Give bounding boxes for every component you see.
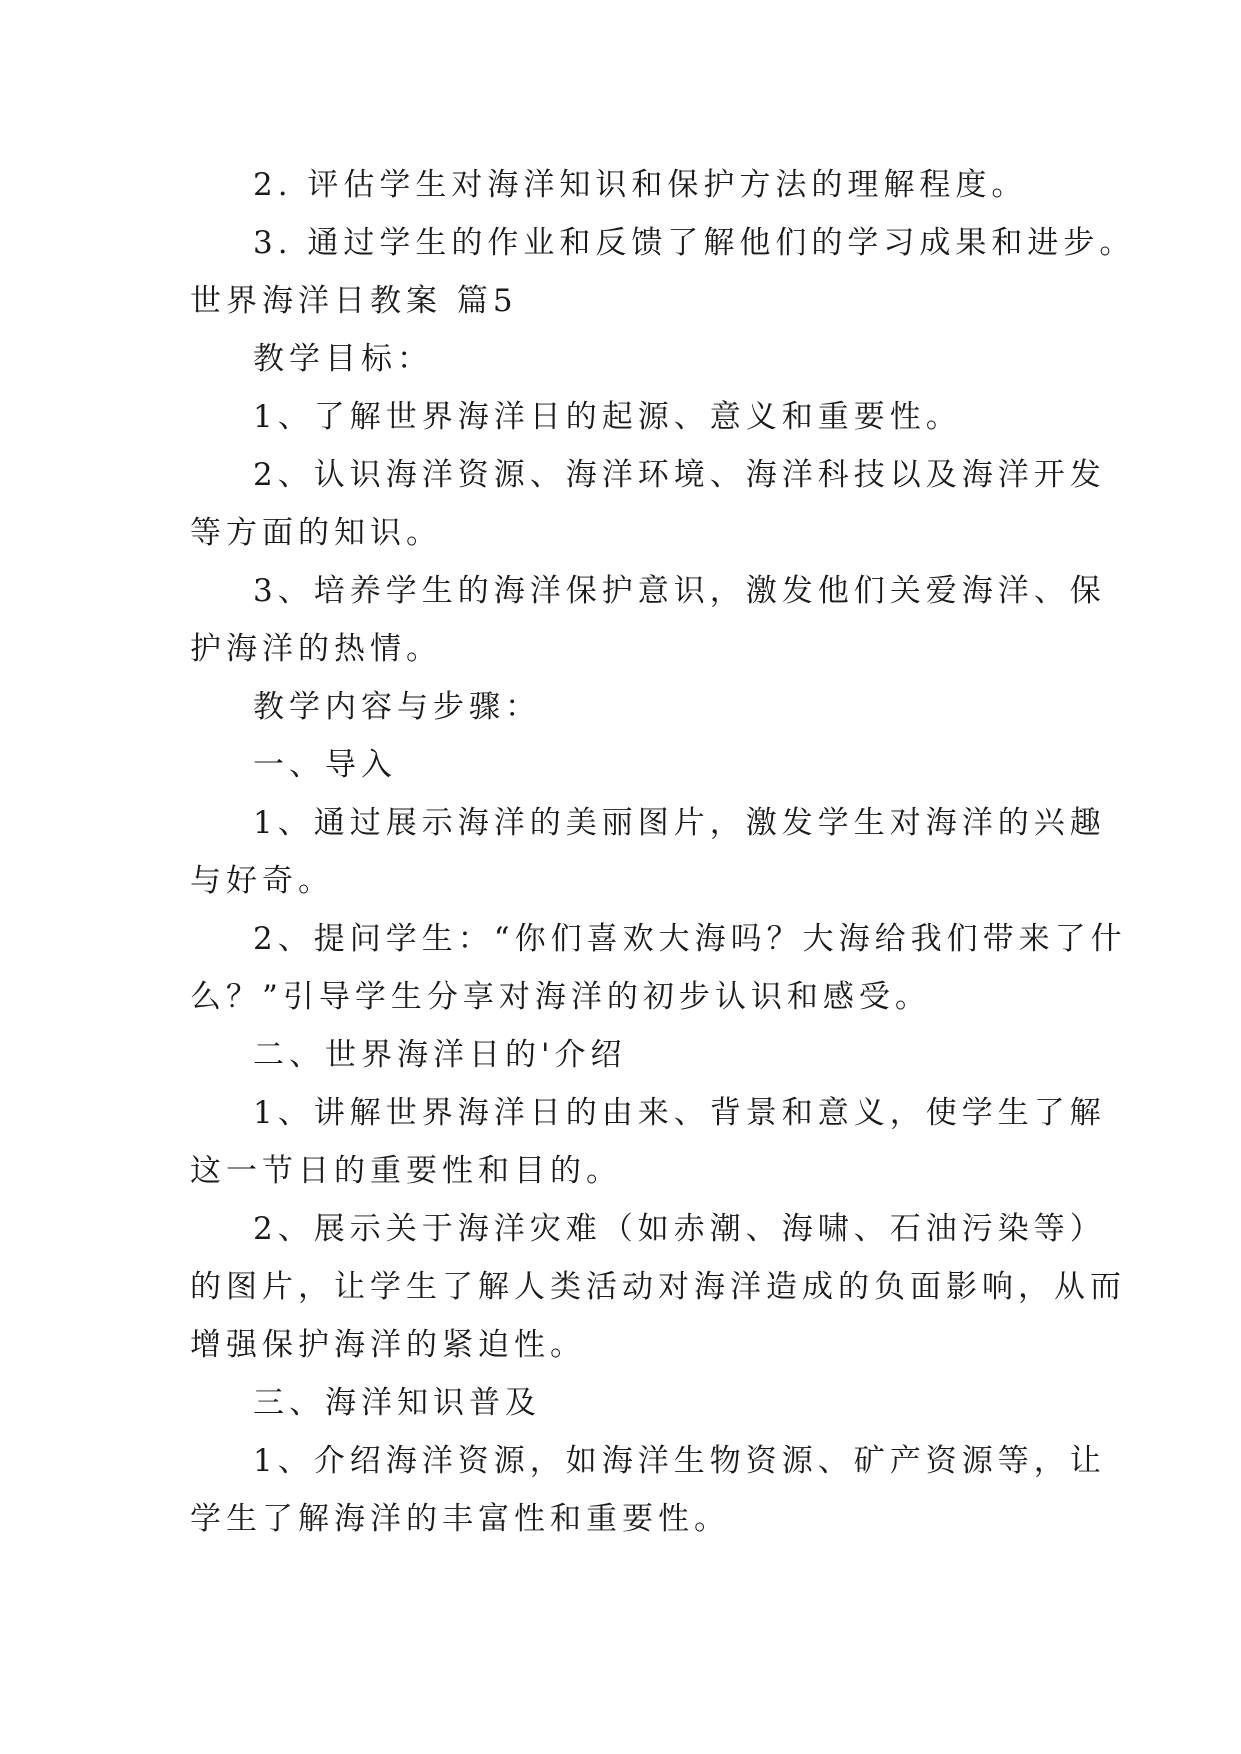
text-line: 2、展示关于海洋灾难（如赤潮、海啸、石油污染等） <box>253 1211 1106 1247</box>
text-line: 这一节日的重要性和目的。 <box>190 1153 622 1189</box>
text-line: 3. 通过学生的作业和反馈了解他们的学习成果和进步。 <box>253 225 1136 261</box>
text-line: 1、了解世界海洋日的起源、意义和重要性。 <box>253 399 962 435</box>
text-line: 一、导入 <box>253 747 397 783</box>
text-line: 二、世界海洋日的'介绍 <box>253 1037 627 1073</box>
text-line: 与好奇。 <box>190 863 334 899</box>
text-line: 教学目标： <box>253 341 433 377</box>
text-line: 2、认识海洋资源、海洋环境、海洋科技以及海洋开发 <box>253 457 1106 493</box>
text-line: 的图片，让学生了解人类活动对海洋造成的负面影响，从而 <box>190 1269 1126 1305</box>
text-line: 3、培养学生的海洋保护意识，激发他们关爱海洋、保 <box>253 573 1106 609</box>
text-line: 1、通过展示海洋的美丽图片，激发学生对海洋的兴趣 <box>253 805 1106 841</box>
text-line: 2. 评估学生对海洋知识和保护方法的理解程度。 <box>253 167 1028 203</box>
text-line: 护海洋的热情。 <box>190 631 442 667</box>
text-line: 增强保护海洋的紧迫性。 <box>190 1327 586 1363</box>
text-line: 三、海洋知识普及 <box>253 1385 541 1421</box>
text-line: 1、讲解世界海洋日的由来、背景和意义，使学生了解 <box>253 1095 1106 1131</box>
text-line: 教学内容与步骤： <box>253 689 541 725</box>
text-line: 么？”引导学生分享对海洋的初步认识和感受。 <box>190 979 931 1015</box>
text-line: 等方面的知识。 <box>190 515 442 551</box>
text-line: 1、介绍海洋资源，如海洋生物资源、矿产资源等，让 <box>253 1443 1106 1479</box>
text-line: 2、提问学生：“你们喜欢大海吗？大海给我们带来了什 <box>253 921 1127 957</box>
text-line: 学生了解海洋的丰富性和重要性。 <box>190 1501 730 1537</box>
section-heading: 世界海洋日教案 篇5 <box>190 283 518 319</box>
